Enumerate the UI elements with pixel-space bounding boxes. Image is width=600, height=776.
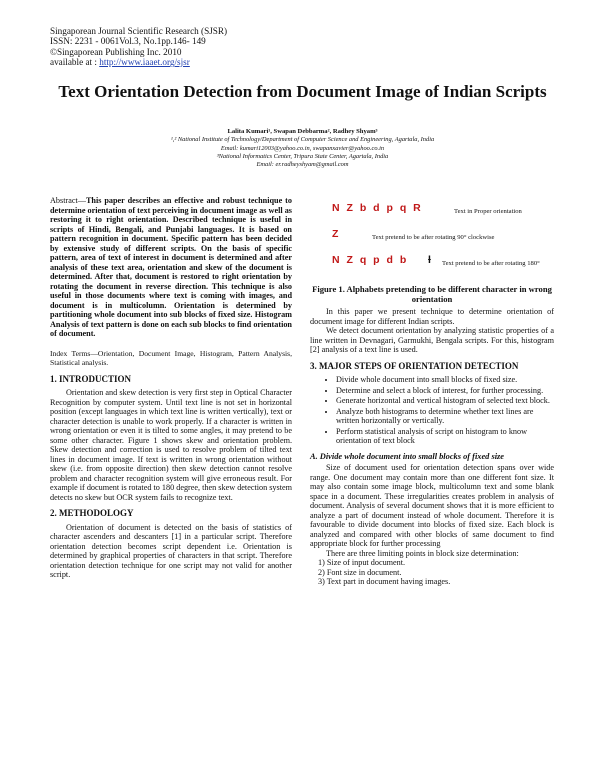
journal-url-link[interactable]: http://www.iaaet.org/sjsr [99, 57, 190, 68]
list-item: • Analyze both histograms to determine whether text lines are written horizontally or vertically. [336, 407, 554, 426]
subsection-a-heading: A. Divide whole document into small blocks of fixed size [310, 451, 505, 461]
journal-header [50, 26, 227, 68]
list-item: • Determine and select a block of interest, for further processing. [336, 386, 554, 396]
affiliation-2: ³National Informatics Center, Tripura State Center, Agartala, India [216, 152, 389, 160]
index-terms: Index Terms—Orientation, Document Image, Histogram, Pattern Analysis, Statistical analysis. [50, 348, 292, 367]
list-item: 2) Font size in document. [318, 567, 402, 577]
affiliation-1: ¹,² National Institute of Technology/Department of Computer Science and Engineering, Agartala, India [170, 136, 435, 144]
available-line [50, 57, 227, 67]
list-item: • Generate horizontal and vertical histogram of selected text block. [336, 396, 554, 406]
methodology-heading: 2. METHODOLOGY [50, 508, 134, 518]
figure-row-90 [310, 230, 554, 250]
steps-list [310, 375, 554, 446]
major-steps-heading: 3. MAJOR STEPS OF ORIENTATION DETECTION [310, 360, 519, 371]
introduction-text: Orientation and skew detection is very first step in Optical Character Recognition by computer system. Until text line is not set in horizontal position (except languages in which text line is written vertically), text or character detection is unable to work properly. If a character is written in wrong orientation or even it is tilted to some angles, it may pretend to be some other character. Figure 1 shows skew and orientation problem. Skew detection and correction is used to resolve problem of tilted text lines in document image. If text is written in wrong orientation without skew (i.e. from opposite direction) then skew detection cannot resolve problem and character recognition system will give erroneous result. For example if document is rotated to 180 degree, then skew detection system detects no skew but OCR system fails to recognize text. [50, 388, 292, 502]
figure-mark-180: ƚ [428, 254, 433, 266]
right-column [310, 196, 554, 587]
figure-label-180: Text pretend to be after rotating 180° [442, 260, 540, 267]
journal-name: Singaporean Journal Scientific Research (SJSR) [50, 26, 228, 36]
figure-1 [310, 196, 554, 276]
list-item: • Divide whole document into small blocks of fixed size. [336, 375, 554, 385]
figure-label-proper: Text in Proper orientation [454, 208, 522, 215]
right-paragraph-2: We detect document orientation by analyzing statistic properties of a line written in Devnagari, Garmukhi, Bengala scripts. For this, histogram [2] analysis of a text line is used. [310, 326, 554, 354]
figure-glyphs-90: Z [332, 228, 341, 240]
figure-row-proper [310, 204, 554, 224]
list-item: 1) Size of input document. [318, 558, 406, 567]
email-1: Email: kumari12003@yahoo.co.in, swapanxavier@yahoo.co.in [220, 144, 385, 152]
email-2: Email: er.radheyshyam@gmail.com [256, 161, 349, 169]
figure-label-90: Text pretend to be after rotating 90° clockwise [372, 234, 495, 241]
paper-title: Text Orientation Detection from Document Image of Indian Scripts [58, 82, 547, 101]
available-label: available at : [50, 57, 100, 68]
abstract-text: This paper describes an effective and robust technique to determine orientation of text perceiving in document image as well as restoring it to right orientation. Described technique is useful in scripts of Hindi, Bengali, and Punjabi languages. It is based on pattern recognition in document. Specific pattern has been decided by extensive study of different scripts. On the basis of specific pattern, area of text of interest in document is determined and after analysis of these text area, orientation and skew of the document is determined. After that, document is restored to right orientation by rotating the document in reverse direction. This technique is also useful in those documents where text is coming with images, and document is in multicolumn. Orientation is determined by partitioning whole document into sub blocks of fixed size. Histogram Analysis of text pattern is done on each sub blocks to find orientation of document. [50, 196, 292, 338]
figure-glyphs-180: N Z q p d b [332, 254, 409, 266]
subsection-a-text: Size of document used for orientation detection spans over wide range. One document may contain more than one different font size. It may also contain some image block, multicolumn text and some blank space in a document. These irregularities creates problem in analysis of document. Analysis of several document shows that it is more efficient to analyze a part of document instead of whole document. Therefore it is favourable to divide document into blocks of fixed size. Each block is analyzed and compared with other blocks of same document to find appropriate block for further processing [310, 463, 554, 548]
figure-glyphs-proper: N Z b d p q R [332, 202, 423, 214]
list-item: • Perform statistical analysis of script on histogram to know orientation of text block [336, 427, 554, 446]
limits-list [318, 558, 554, 587]
issn-line: ISSN: 2231 - 0061Vol.3, No.1pp.146- 149 [50, 36, 206, 47]
figure-row-180 [310, 256, 554, 276]
left-column [50, 196, 292, 580]
right-paragraph-1: In this paper we present technique to determine orientation of document image for different Indian scripts. [310, 307, 554, 326]
author-block [50, 128, 555, 169]
author-names: Lalita Kumari¹, Swapan Debbarma², Radhey Shyam³ [227, 128, 378, 135]
list-item: 3) Text part in document having images. [318, 577, 451, 586]
publisher-line: ©Singaporean Publishing Inc. 2010 [50, 46, 182, 57]
abstract [50, 196, 292, 339]
methodology-text: Orientation of document is detected on the basis of statistics of character ascenders and descanters [1] in a particular script. Therefore orientation detection becomes script dependent i.e. Orientation is determined by graphical properties of characters in that script. Therefore orientation detection technique for one script may not valid for another script. [50, 522, 292, 579]
abstract-lead: Abstract— [50, 196, 86, 205]
limits-intro: There are three limiting points in block size determination: [326, 548, 519, 558]
introduction-heading: 1. INTRODUCTION [50, 373, 132, 384]
figure-caption: Figure 1. Alphabets pretending to be different character in wrong orientation [312, 284, 552, 304]
